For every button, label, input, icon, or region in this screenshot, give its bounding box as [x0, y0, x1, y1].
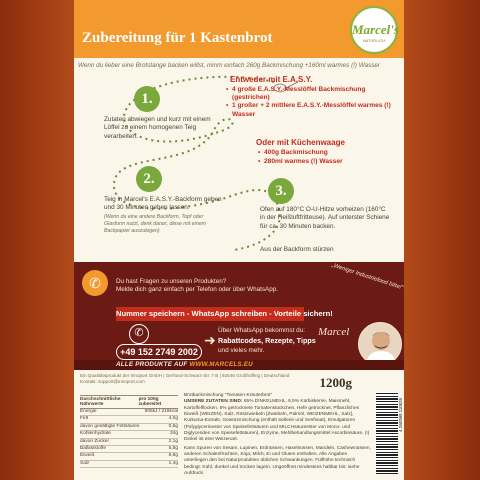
nutrition-header-left: Durchschnittliche Nährwerte — [80, 397, 121, 407]
whatsapp-benefits — [218, 327, 316, 356]
easy-method-item: • 1 großer + 2 mittlere E.A.S.Y.-Messlöffel warmes (!) Wasser — [226, 102, 396, 118]
benefits-line2: Rabattcodes, Rezepte, Tipps — [218, 335, 316, 345]
nutrition-header-right: pro 100g zubereitet — [138, 397, 162, 407]
table-row — [80, 409, 178, 416]
step-1-text: Zutaten abwiegen und kurz mit einem Löffel zu einem homogenen Teig verarbeiten. — [104, 116, 211, 140]
nutrient-label: Ballaststoffe — [80, 446, 107, 452]
nutrient-label: Salz — [80, 460, 90, 466]
allergen-traces-text: Kann Spuren von Sesam, Lupinen, Erdnüssen, Haselnüssen, Mandeln, Cashewnüssen, anderen Schalenfrüchten, Soja, Milch, Ei und Gluten enthalten. Alle Angaben unterliegen den bei Naturprodukten üblichen Schwankungen. Füllhöhe technisch bedingt. Kühl, dunkel und trocken lagern. Ungeöffnet mindestens haltbar bis: siehe Aufdruck. — [184, 445, 371, 477]
package-back-label — [74, 0, 404, 480]
phone-icon: ✆ — [82, 270, 108, 296]
promo-question-line1: Du hast Fragen zu unseren Produkten? — [116, 278, 227, 285]
step-2-text: Teig in Marcel's E.A.S.Y.-Backform geben und 30 Minuten gehen lassen. — [104, 196, 222, 212]
benefits-line1: Über WhatsApp bekommst du: — [218, 327, 306, 334]
scale-method-list — [258, 149, 343, 166]
nutrient-label: Fett — [80, 416, 89, 422]
barcode-number: 4 260989 110625 — [398, 398, 403, 432]
nutrient-label: davon Zucker — [80, 438, 110, 444]
marcels-logo — [350, 6, 398, 54]
header-bar — [74, 0, 404, 58]
marcel-signature: Marcel — [318, 326, 350, 338]
step-3-number: 3. — [268, 178, 294, 204]
nutrient-label: Eiweiß — [80, 453, 95, 459]
marcel-quote: „Weniger Industriefood bitte!" — [330, 262, 404, 292]
whatsapp-number[interactable]: +49 152 2749 2002 — [116, 344, 202, 360]
nutrient-value: 0,5g — [168, 423, 178, 429]
step-2-number: 2. — [136, 166, 162, 192]
table-row — [80, 446, 178, 453]
product-name: Brotbackmischung "Tomaten-Kräuterbrot" — [184, 393, 273, 398]
nutrient-value: 2,1g — [168, 438, 178, 444]
table-row — [80, 453, 178, 460]
ingredients-title: UNSERE ZUTATEN SIND: — [184, 399, 243, 405]
nutrient-label: Kohlenhydrate — [80, 431, 111, 437]
side-background-left — [0, 0, 74, 480]
manufacturer-info — [80, 373, 400, 385]
contact-promo-box — [74, 262, 404, 370]
ingredients-text: 65% DINKELMEHL, 6,5% Kürbiskerne, Maismehl, Kartoffelflocken, 5% getrocknete Tomatenstückchen, Hefe getrocknet, Pflanzliches Eiweiß (WEIZEN), Salz, Röstzwiebeln [Zwiebeln, Palmöl, WEIZENMEHL, Salz], Kurkuma-Extrakt, Gewürzmischung (enthält Sellerie und Senfsaat), Emulgatoren (Polyglycerinester von Speisefettsäuren und MILCHsäureester von Mono- und Diglyceriden von Speisefettsäuren), Enzyme, Mehlbehandlungsmittel Ascorbinsäure. (!) Dinkel ist eine Weizenart. — [184, 399, 370, 443]
whatsapp-banner: Nummer speichern - WhatsApp schreiben - Vorteile sichern! — [116, 307, 304, 321]
website-link[interactable]: WWW.MARCELS.EU — [189, 361, 253, 368]
net-weight: 1200g — [319, 375, 352, 390]
whatsapp-icon: ✆ — [129, 324, 149, 344]
logo-subtext: NATÜRLICH — [362, 38, 386, 43]
table-row — [80, 416, 178, 423]
nutrient-value: 1,4g — [168, 460, 178, 466]
promo-footer — [74, 360, 404, 370]
nutrient-value: 4,0g — [168, 416, 178, 422]
easy-method-item: • 4 große E.A.S.Y.-Messlöffel Backmischung (gestrichen) — [226, 86, 396, 102]
nutrition-header — [80, 396, 178, 409]
scale-method-item: • 280ml warmes (!) Wasser — [258, 158, 343, 167]
nutrition-table — [80, 395, 178, 468]
nutrient-value: 6,6g — [168, 453, 178, 459]
nutrient-value: 5,8g — [168, 446, 178, 452]
intro-text: Wenn du lieber eine Brotstange backen willst, nimm einfach 260g Backmischung +160ml warmes (!) Wasser — [78, 62, 380, 69]
manufacturer-address: Ein Qualitätsprodukt der Innoport GmbH | Gerhard-Schwarz-Str. 7 B | 92546 Großhöfling | Deutschland — [80, 373, 290, 378]
barcode — [376, 392, 398, 474]
side-background-right — [404, 0, 480, 480]
page-title: Zubereitung für 1 Kastenbrot — [82, 30, 273, 46]
arrow-icon: ➜ — [204, 332, 216, 348]
nutrient-value: 905kJ / 216kcal — [144, 409, 178, 414]
easy-method-list — [226, 86, 396, 119]
promo-question — [116, 278, 278, 294]
manufacturer-contact: Kontakt: support@innoport.com — [80, 379, 145, 385]
nutrient-value: 34g — [169, 431, 178, 437]
step-3-note: Aus der Backform stürzen — [260, 246, 334, 253]
benefits-line3: und vieles mehr. — [218, 346, 265, 354]
scale-method-title: Oder mit Küchenwaage — [256, 138, 345, 147]
table-row — [80, 439, 178, 446]
step-1-number: 1. — [134, 86, 160, 112]
ingredients-block — [184, 393, 372, 477]
table-row — [80, 461, 178, 468]
logo-text: Marcel's — [352, 22, 399, 37]
promo-footer-text — [116, 361, 253, 368]
step-3-text: Ofen auf 180°C O-U-Hitze vorheizen (160°C in der Heißluftfritteuse). Auf unterster Schiene für ca. 30 Minuten backen. — [260, 206, 390, 230]
table-row — [80, 431, 178, 438]
nutrient-label: davon gesättigte Fettsäuren — [80, 423, 140, 429]
step-2-note: (Wenn du eine andere Backform, Topf oder Glasform nutzt, denk daran, diese mit einem Backpapier auszulegen) — [104, 214, 206, 234]
footer-prefix: ALLE PRODUKTE AUF — [116, 361, 188, 368]
nutrient-label: Energie — [80, 409, 97, 414]
promo-question-line2: Melde dich ganz einfach per Telefon oder über WhatsApp. — [116, 286, 278, 294]
easy-method-title: Entweder mit E.A.S.Y. — [230, 75, 313, 84]
scale-method-item: • 400g Backmischung — [258, 149, 343, 158]
